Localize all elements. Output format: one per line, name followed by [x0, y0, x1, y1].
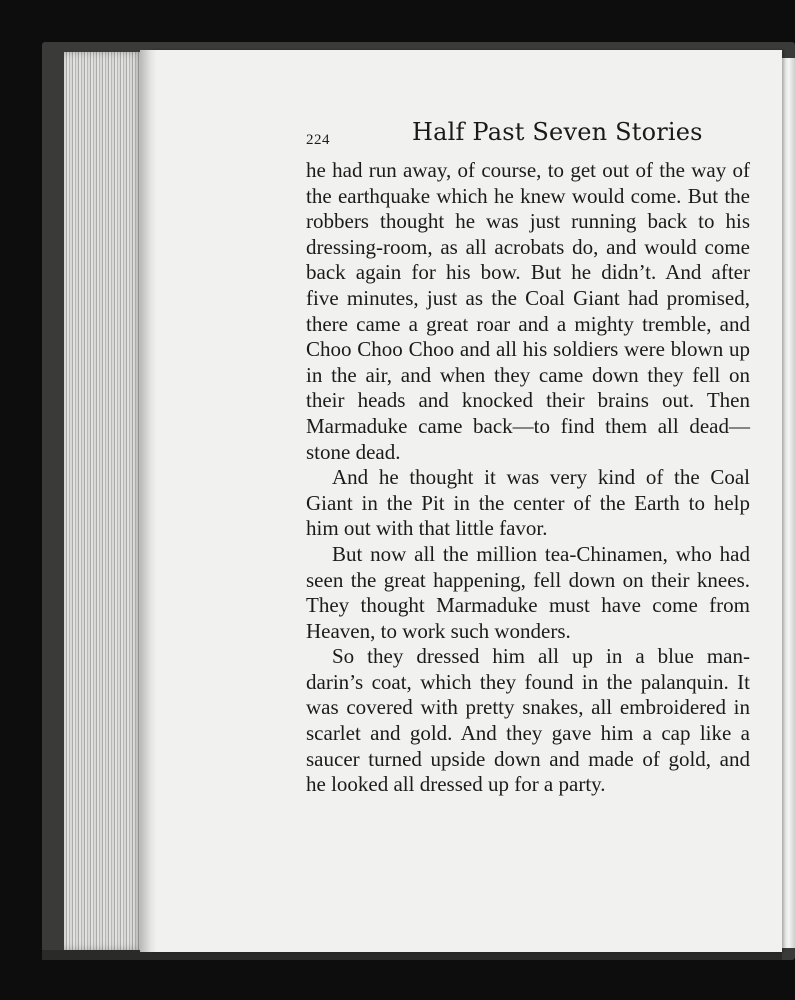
text-line	[306, 235, 750, 261]
body-text	[306, 158, 750, 798]
text-line-content: So they dressed him all up in a blue man-	[332, 644, 750, 669]
text-line	[306, 670, 750, 696]
text-line-content: dressing-room, as all acrobats do, and would come	[306, 234, 750, 259]
text-line-content: five minutes, just as the Coal Giant had promised,	[306, 285, 750, 310]
text-line-content: They thought Marmaduke must have come from	[306, 593, 750, 618]
page-gutter	[140, 50, 156, 952]
text-line-content: their heads and knocked their brains out. Then	[306, 388, 750, 413]
page-header	[306, 118, 746, 154]
text-line	[306, 568, 750, 594]
text-line-content: darin’s coat, which they found in the palanquin. It	[306, 669, 750, 694]
text-line-content: he looked all dressed up for a party.	[306, 772, 606, 797]
text-line-content: him out with that little favor.	[306, 516, 548, 541]
text-line-content: back again for his bow. But he didn’t. And after	[306, 260, 750, 285]
text-line	[306, 772, 750, 798]
text-line	[306, 388, 750, 414]
text-line	[306, 516, 750, 542]
text-line-content: there came a great roar and a mighty tremble, and	[306, 311, 750, 336]
text-line-content: Choo Choo Choo and all his soldiers were blown up	[306, 337, 750, 362]
text-line	[306, 209, 750, 235]
text-line	[306, 721, 750, 747]
text-line	[306, 414, 750, 440]
text-line	[306, 747, 750, 773]
text-line	[306, 286, 750, 312]
text-line-content: was covered with pretty snakes, all embroidered in	[306, 695, 750, 720]
page-edges	[64, 52, 144, 950]
text-line-content: seen the great happening, fell down on their knees.	[306, 567, 750, 592]
text-line	[306, 491, 750, 517]
text-line-content: he had run away, of course, to get out of the way of	[306, 158, 750, 182]
text-line-content: Marmaduke came back—to find them all dead—	[306, 413, 750, 438]
running-title: Half Past Seven Stories	[412, 118, 703, 146]
text-line-content: scarlet and gold. And they gave him a cap like a	[306, 721, 750, 746]
text-line-content: in the air, and when they came down they fell on	[306, 362, 750, 387]
page-right-edge	[780, 58, 795, 948]
text-line	[306, 644, 750, 670]
text-line	[306, 363, 750, 389]
text-line	[306, 337, 750, 363]
text-line	[306, 465, 750, 491]
text-line-content: saucer turned upside down and made of gold, and	[306, 746, 750, 771]
text-line	[306, 312, 750, 338]
text-line-content: But now all the million tea-Chinamen, who had	[332, 541, 750, 566]
text-line-content: And he thought it was very kind of the Coal	[332, 465, 750, 490]
page-number: 224	[306, 132, 330, 148]
text-line-content: Giant in the Pit in the center of the Earth to help	[306, 490, 750, 515]
text-line-content: stone dead.	[306, 439, 401, 464]
text-line-content: the earthquake which he knew would come. But the	[306, 183, 750, 208]
text-line	[306, 619, 750, 645]
text-line	[306, 158, 750, 184]
text-line-content: robbers thought he was just running back to his	[306, 209, 750, 234]
text-line-content: Heaven, to work such wonders.	[306, 618, 571, 643]
text-line	[306, 260, 750, 286]
text-line	[306, 184, 750, 210]
text-line	[306, 695, 750, 721]
text-line	[306, 593, 750, 619]
text-line	[306, 440, 750, 466]
text-line	[306, 542, 750, 568]
